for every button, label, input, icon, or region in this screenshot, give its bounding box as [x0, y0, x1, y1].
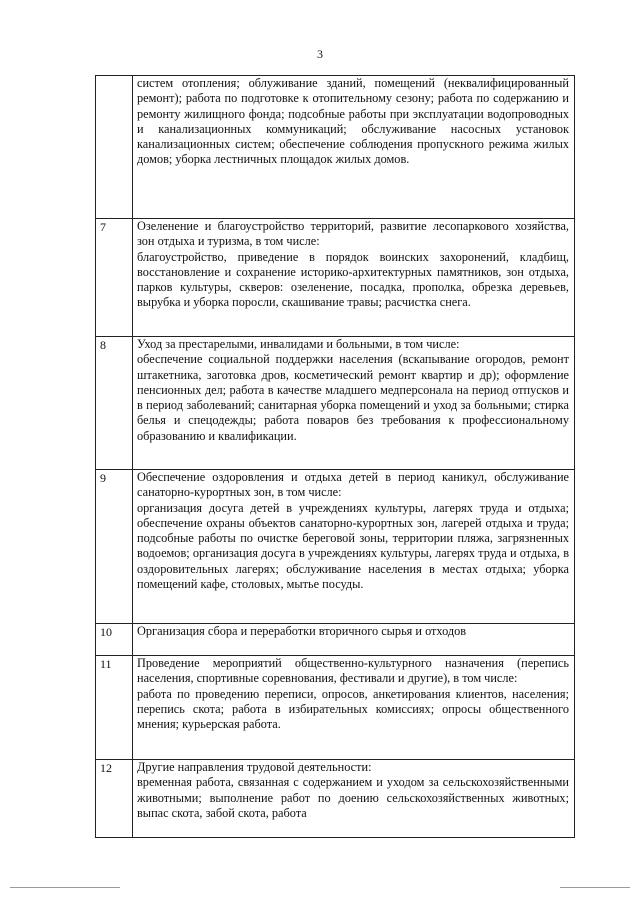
row-text-cell — [133, 656, 575, 760]
row-number-cell: 7 — [96, 219, 133, 337]
row-text-cell — [133, 470, 575, 624]
row-heading: Организация сбора и переработки вторичного сырья и отходов — [137, 624, 467, 638]
row-paragraph: организация досуга детей в учреждениях культуры, лагерях труда и отдыха; обеспечение охраны объектов санаторно-курортных зон, лагерей отдыха и труда; подсобные работы по очистке береговой зоны, территории пляжа, загрязненных водоемов; организация досуга в учреждениях культуры, лагерях труда и отдыха, в оздоровительных лагерях; обслуживание населения в местах отдыха; уборка помещений кафе, столовых, мытье посуды. — [137, 500, 569, 592]
row-number-cell — [96, 76, 133, 219]
row-text-cell — [133, 624, 575, 656]
table-row — [96, 337, 575, 470]
table-row — [96, 760, 575, 838]
row-number-cell: 11 — [96, 656, 133, 760]
row-number-cell: 12 — [96, 760, 133, 838]
row-text-cell — [133, 337, 575, 470]
scan-artifact-right — [560, 887, 630, 888]
row-number-cell: 9 — [96, 470, 133, 624]
table-row — [96, 656, 575, 760]
row-number-cell: 8 — [96, 337, 133, 470]
row-heading: Обеспечение оздоровления и отдыха детей в период каникул, обслуживание санаторно-курортных зон, в том числе: — [137, 470, 569, 500]
table-row — [96, 76, 575, 219]
row-text-cell — [133, 219, 575, 337]
row-paragraph: благоустройство, приведение в порядок воинских захоронений, кладбищ, восстановление и сохранение историко-архитектурных памятников, зон отдыха, парков культуры, скверов: озеленение, посадка, прополка, обрезка деревьев, вырубка и уборка поросли, скашивание травы; расчистка снега. — [137, 249, 569, 310]
row-heading: Уход за престарелыми, инвалидами и больными, в том числе: — [137, 337, 460, 351]
page-number: 3 — [317, 47, 323, 61]
row-heading: Проведение мероприятий общественно-культурного назначения (перепись населения, спортивные соревнования, фестивали и другие), в том числе: — [137, 656, 569, 686]
row-number-cell: 10 — [96, 624, 133, 656]
table-row — [96, 470, 575, 624]
row-heading: Другие направления трудовой деятельности: — [137, 760, 372, 774]
table-row — [96, 219, 575, 337]
table-row — [96, 624, 575, 656]
row-paragraph: работа по проведению переписи, опросов, анкетирования клиентов, населения; перепись скота; работа в избирательных комиссиях; опросы общественного мнения; курьерская работа. — [137, 686, 569, 732]
row-text-cell — [133, 760, 575, 838]
row-paragraph: обеспечение социальной поддержки населения (вскапывание огородов, ремонт штакетника, заготовка дров, косметический ремонт квартир и др); оформление пенсионных дел; работа в качестве младшего медперсонала на период отпусков и в период заболеваний; санитарная уборка помещений и уход за больными; стирка белья и спецодежды; работа поваров без требования к профессиональному образованию и квалификации. — [137, 352, 569, 443]
scan-artifact-left — [10, 887, 120, 888]
row-paragraph: временная работа, связанная с содержанием и уходом за сельскохозяйственными животными; выполнение работ по доению сельскохозяйственных животных; выпас скота, забой скота, работа — [137, 775, 569, 820]
row-paragraph: систем отопления; облуживание зданий, помещений (неквалифицированный ремонт); работа по подготовке к отопительному сезону; работа по содержанию и ремонту жилищного фонда; подсобные работы при эксплуатации водопроводных и канализационных коммуникаций; обслуживание насосных установок канализационных систем; обеспечение соблюдения пропускного режима жилых домов; уборка лестничных площадок жилых домов. — [137, 76, 569, 167]
activity-table — [95, 75, 575, 838]
row-heading: Озеленение и благоустройство территорий, развитие лесопаркового хозяйства, зон отдыха и туризма, в том числе: — [137, 219, 569, 249]
row-text-cell — [133, 76, 575, 219]
